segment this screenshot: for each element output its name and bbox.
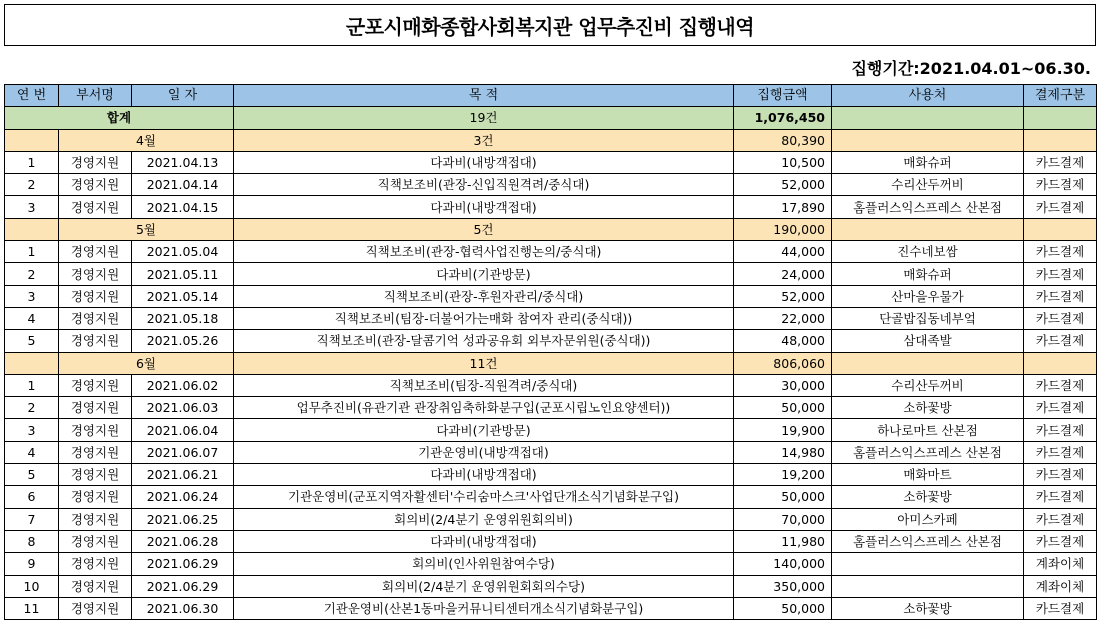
cell-no: 1 (5, 374, 59, 396)
cell-place: 소하꽃방 (832, 597, 1024, 619)
cell-place: 수리산두꺼비 (832, 174, 1024, 196)
cell-date: 2021.05.26 (132, 330, 234, 352)
total-label: 합계 (5, 107, 234, 129)
cell-amount: 140,000 (734, 553, 832, 575)
cell-dept: 경영지원 (59, 285, 132, 307)
cell-purpose: 회의비(2/4분기 운영위원회회의수당) (234, 575, 734, 597)
month-amount: 806,060 (734, 352, 832, 374)
cell-place: 소하꽃방 (832, 397, 1024, 419)
month-empty-cell (1024, 129, 1097, 151)
cell-date: 2021.06.04 (132, 419, 234, 441)
month-empty-cell (5, 129, 59, 151)
cell-purpose: 다과비(내방객접대) (234, 196, 734, 218)
cell-place (832, 553, 1024, 575)
cell-place: 아미스카페 (832, 508, 1024, 530)
table-row (5, 307, 1097, 329)
cell-payment: 카드결제 (1024, 419, 1097, 441)
table-row (5, 464, 1097, 486)
cell-payment: 카드결제 (1024, 464, 1097, 486)
table-row (5, 330, 1097, 352)
cell-place: 삼대족발 (832, 330, 1024, 352)
cell-date: 2021.04.14 (132, 174, 234, 196)
cell-payment: 계좌이체 (1024, 553, 1097, 575)
table-row (5, 263, 1097, 285)
cell-amount: 17,890 (734, 196, 832, 218)
header-cell-no: 연 번 (5, 85, 59, 107)
header-cell-dept: 부서명 (59, 85, 132, 107)
cell-date: 2021.04.13 (132, 151, 234, 173)
cell-purpose: 기관운영비(군포지역자활센터'수리숨마스크'사업단개소식기념화분구입) (234, 486, 734, 508)
expense-table (4, 84, 1097, 620)
cell-place: 단골밥집동네부엌 (832, 307, 1024, 329)
cell-place: 매화슈퍼 (832, 151, 1024, 173)
cell-payment: 카드결제 (1024, 263, 1097, 285)
cell-place: 하나로마트 산본점 (832, 419, 1024, 441)
month-empty-cell (5, 218, 59, 240)
cell-payment: 카드결제 (1024, 241, 1097, 263)
cell-dept: 경영지원 (59, 241, 132, 263)
cell-purpose: 다과비(내방객접대) (234, 151, 734, 173)
table-row (5, 241, 1097, 263)
table-row (5, 597, 1097, 619)
cell-purpose: 직책보조비(관장-협력사업진행논의/중식대) (234, 241, 734, 263)
cell-date: 2021.06.21 (132, 464, 234, 486)
cell-date: 2021.05.18 (132, 307, 234, 329)
cell-place: 소하꽃방 (832, 486, 1024, 508)
cell-no: 5 (5, 330, 59, 352)
month-empty-cell (832, 218, 1024, 240)
cell-amount: 14,980 (734, 441, 832, 463)
cell-dept: 경영지원 (59, 263, 132, 285)
header-cell-date: 일 자 (132, 85, 234, 107)
cell-place: 수리산두꺼비 (832, 374, 1024, 396)
cell-payment: 카드결제 (1024, 151, 1097, 173)
cell-purpose: 직책보조비(관장-후원자관리/중식대) (234, 285, 734, 307)
cell-amount: 70,000 (734, 508, 832, 530)
month-subtotal-row (5, 218, 1097, 240)
cell-place: 매화슈퍼 (832, 263, 1024, 285)
month-empty-cell (832, 352, 1024, 374)
header-cell-purpose: 목 적 (234, 85, 734, 107)
cell-amount: 350,000 (734, 575, 832, 597)
month-empty-cell (1024, 352, 1097, 374)
cell-dept: 경영지원 (59, 419, 132, 441)
cell-dept: 경영지원 (59, 330, 132, 352)
month-label: 4월 (59, 129, 234, 151)
cell-payment: 카드결제 (1024, 374, 1097, 396)
cell-amount: 52,000 (734, 174, 832, 196)
cell-date: 2021.05.04 (132, 241, 234, 263)
cell-payment: 카드결제 (1024, 508, 1097, 530)
cell-amount: 19,200 (734, 464, 832, 486)
month-label: 6월 (59, 352, 234, 374)
header-cell-amount: 집행금액 (734, 85, 832, 107)
cell-amount: 11,980 (734, 530, 832, 552)
cell-place: 진수네보쌈 (832, 241, 1024, 263)
cell-no: 2 (5, 397, 59, 419)
cell-dept: 경영지원 (59, 307, 132, 329)
cell-purpose: 회의비(2/4분기 운영위원회의비) (234, 508, 734, 530)
cell-purpose: 다과비(내방객접대) (234, 530, 734, 552)
cell-no: 3 (5, 196, 59, 218)
cell-payment: 카드결제 (1024, 597, 1097, 619)
cell-purpose: 직책보조비(관장-달콤기억 성과공유회 외부자문위원(중식대)) (234, 330, 734, 352)
table-row (5, 374, 1097, 396)
cell-amount: 48,000 (734, 330, 832, 352)
execution-period: 집행기간:2021.04.01~06.30. (851, 58, 1091, 78)
cell-no: 2 (5, 174, 59, 196)
cell-purpose: 기관운영비(내방객접대) (234, 441, 734, 463)
month-count: 5건 (234, 218, 734, 240)
cell-purpose: 직책보조비(관장-신입직원격려/중식대) (234, 174, 734, 196)
cell-no: 4 (5, 307, 59, 329)
cell-place: 홈플러스익스프레스 산본점 (832, 530, 1024, 552)
month-empty-cell (1024, 218, 1097, 240)
month-amount: 80,390 (734, 129, 832, 151)
cell-purpose: 다과비(기관방문) (234, 419, 734, 441)
cell-date: 2021.06.25 (132, 508, 234, 530)
month-amount: 190,000 (734, 218, 832, 240)
total-count: 19건 (234, 107, 734, 129)
month-count: 11건 (234, 352, 734, 374)
cell-payment: 계좌이체 (1024, 575, 1097, 597)
cell-payment: 카드결제 (1024, 174, 1097, 196)
cell-no: 6 (5, 486, 59, 508)
cell-dept: 경영지원 (59, 486, 132, 508)
cell-purpose: 기관운영비(산본1동마을커뮤니티센터개소식기념화분구입) (234, 597, 734, 619)
cell-date: 2021.06.02 (132, 374, 234, 396)
header-row (5, 85, 1097, 107)
cell-date: 2021.06.24 (132, 486, 234, 508)
cell-payment: 카드결제 (1024, 307, 1097, 329)
cell-amount: 22,000 (734, 307, 832, 329)
cell-date: 2021.06.29 (132, 553, 234, 575)
table-body (5, 107, 1097, 620)
cell-payment: 카드결제 (1024, 530, 1097, 552)
cell-no: 9 (5, 553, 59, 575)
cell-dept: 경영지원 (59, 553, 132, 575)
cell-dept: 경영지원 (59, 174, 132, 196)
cell-purpose: 다과비(내방객접대) (234, 464, 734, 486)
table-row (5, 196, 1097, 218)
cell-no: 1 (5, 241, 59, 263)
cell-no: 1 (5, 151, 59, 173)
total-pay-empty (1024, 107, 1097, 129)
month-empty-cell (832, 129, 1024, 151)
cell-purpose: 직책보조비(팀장-직원격려/중식대) (234, 374, 734, 396)
cell-amount: 30,000 (734, 374, 832, 396)
cell-payment: 카드결제 (1024, 285, 1097, 307)
cell-place: 매화마트 (832, 464, 1024, 486)
cell-date: 2021.06.07 (132, 441, 234, 463)
cell-place: 홈플러스익스프레스 산본점 (832, 441, 1024, 463)
cell-date: 2021.04.15 (132, 196, 234, 218)
cell-amount: 10,500 (734, 151, 832, 173)
cell-no: 10 (5, 575, 59, 597)
month-subtotal-row (5, 129, 1097, 151)
table-row (5, 508, 1097, 530)
table-row (5, 530, 1097, 552)
month-label: 5월 (59, 218, 234, 240)
cell-dept: 경영지원 (59, 374, 132, 396)
cell-payment: 카드결제 (1024, 397, 1097, 419)
cell-date: 2021.06.29 (132, 575, 234, 597)
cell-dept: 경영지원 (59, 441, 132, 463)
table-row (5, 553, 1097, 575)
cell-no: 8 (5, 530, 59, 552)
document-title: 군포시매화종합사회복지관 업무추진비 집행내역 (4, 4, 1096, 46)
total-row (5, 107, 1097, 129)
table-row (5, 575, 1097, 597)
total-place-empty (832, 107, 1024, 129)
cell-dept: 경영지원 (59, 530, 132, 552)
month-subtotal-row (5, 352, 1097, 374)
cell-no: 4 (5, 441, 59, 463)
cell-dept: 경영지원 (59, 397, 132, 419)
cell-amount: 50,000 (734, 486, 832, 508)
header-cell-place: 사용처 (832, 85, 1024, 107)
cell-date: 2021.06.03 (132, 397, 234, 419)
cell-dept: 경영지원 (59, 196, 132, 218)
cell-amount: 50,000 (734, 597, 832, 619)
table-row (5, 486, 1097, 508)
cell-date: 2021.05.11 (132, 263, 234, 285)
cell-no: 3 (5, 419, 59, 441)
table-row (5, 441, 1097, 463)
month-empty-cell (5, 352, 59, 374)
cell-no: 11 (5, 597, 59, 619)
table-row (5, 285, 1097, 307)
cell-dept: 경영지원 (59, 151, 132, 173)
cell-amount: 19,900 (734, 419, 832, 441)
month-count: 3건 (234, 129, 734, 151)
cell-payment: 카드결제 (1024, 330, 1097, 352)
cell-payment: 카드결제 (1024, 486, 1097, 508)
cell-date: 2021.05.14 (132, 285, 234, 307)
cell-amount: 24,000 (734, 263, 832, 285)
table-row (5, 174, 1097, 196)
table-row (5, 151, 1097, 173)
cell-purpose: 직책보조비(팀장-더불어가는매화 참여자 관리(중식대)) (234, 307, 734, 329)
cell-dept: 경영지원 (59, 575, 132, 597)
header-cell-payment: 결제구분 (1024, 85, 1097, 107)
cell-place: 홈플러스익스프레스 산본점 (832, 196, 1024, 218)
cell-no: 3 (5, 285, 59, 307)
cell-purpose: 다과비(기관방문) (234, 263, 734, 285)
cell-amount: 50,000 (734, 397, 832, 419)
cell-date: 2021.06.30 (132, 597, 234, 619)
cell-dept: 경영지원 (59, 508, 132, 530)
cell-payment: 카드결제 (1024, 441, 1097, 463)
cell-purpose: 회의비(인사위원참여수당) (234, 553, 734, 575)
cell-payment: 카드결제 (1024, 196, 1097, 218)
table-row (5, 419, 1097, 441)
cell-no: 2 (5, 263, 59, 285)
cell-no: 7 (5, 508, 59, 530)
cell-amount: 52,000 (734, 285, 832, 307)
cell-place (832, 575, 1024, 597)
cell-dept: 경영지원 (59, 464, 132, 486)
cell-place: 산마을우물가 (832, 285, 1024, 307)
table-row (5, 397, 1097, 419)
cell-no: 5 (5, 464, 59, 486)
cell-date: 2021.06.28 (132, 530, 234, 552)
cell-amount: 44,000 (734, 241, 832, 263)
total-amount: 1,076,450 (734, 107, 832, 129)
cell-purpose: 업무추진비(유관기관 관장취임축하화분구입(군포시립노인요양센터)) (234, 397, 734, 419)
cell-dept: 경영지원 (59, 597, 132, 619)
